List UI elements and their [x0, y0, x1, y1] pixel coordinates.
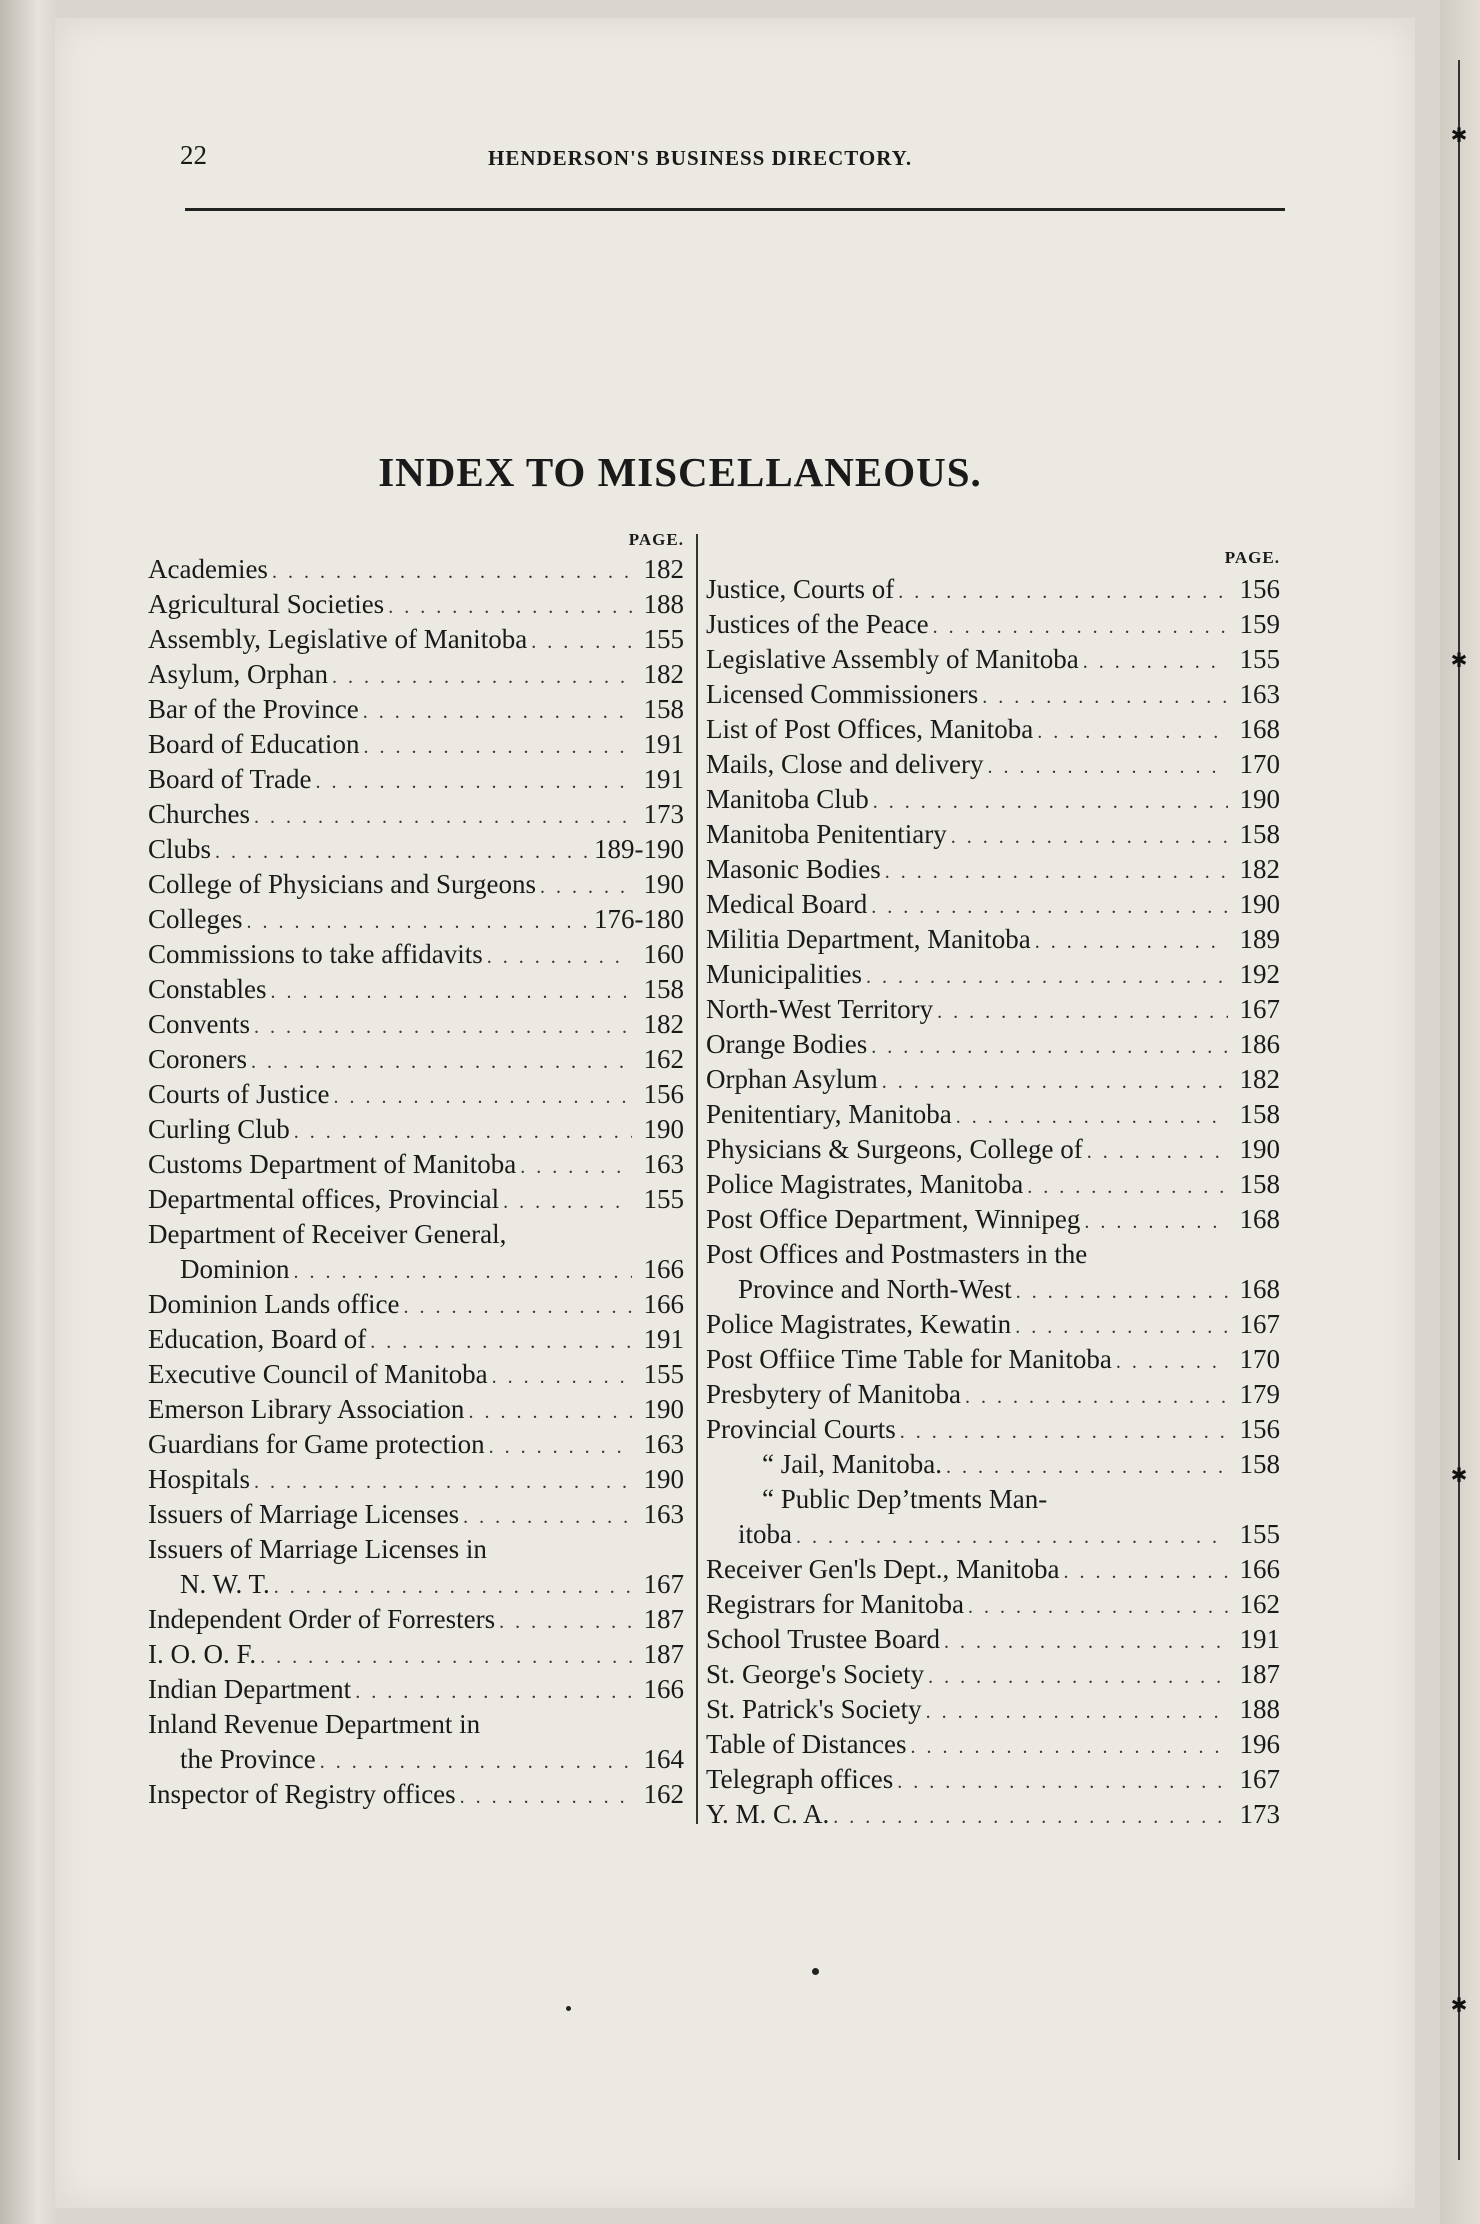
dot-leader — [274, 1570, 632, 1605]
thread-knot: ✱ — [1450, 125, 1468, 147]
index-entry-label: Justice, Courts of — [706, 574, 895, 604]
dot-leader — [885, 855, 1228, 890]
index-entry-page: 162 — [1239, 1589, 1280, 1619]
dot-leader — [272, 555, 632, 590]
index-entry — [706, 747, 1280, 782]
dot-leader — [951, 820, 1228, 855]
dot-leader — [1016, 1275, 1228, 1310]
dot-leader — [833, 1800, 1228, 1835]
page-number: 22 — [180, 140, 207, 170]
index-entry — [148, 1672, 684, 1707]
index-entry-page: 160 — [643, 939, 684, 969]
index-entry-page: 166 — [643, 1289, 684, 1319]
index-entry — [148, 832, 684, 867]
index-entry — [706, 1797, 1280, 1832]
dot-leader — [898, 575, 1228, 610]
header-rule — [185, 208, 1285, 211]
dot-leader — [254, 1010, 632, 1045]
dot-leader — [937, 995, 1228, 1030]
index-entry-page: 182 — [643, 554, 684, 584]
index-entry-page: 163 — [643, 1429, 684, 1459]
index-entry — [706, 1062, 1280, 1097]
index-entry-label: Dominion Lands office — [148, 1289, 400, 1319]
index-entry — [148, 1042, 684, 1077]
thread-knot: ✱ — [1450, 1465, 1468, 1487]
index-entry — [706, 1622, 1280, 1657]
index-entry-label: Registrars for Manitoba — [706, 1589, 964, 1619]
index-entry-page: 162 — [643, 1044, 684, 1074]
index-entry-label: Masonic Bodies — [706, 854, 881, 884]
index-entry-label: Convents — [148, 1009, 251, 1039]
index-entry-page: 189 — [1239, 924, 1280, 954]
index-entry-page: 173 — [1239, 1799, 1280, 1829]
index-entry — [706, 1587, 1280, 1622]
index-entry-page: 168 — [1239, 714, 1280, 744]
dot-leader — [499, 1605, 632, 1640]
index-entry — [706, 852, 1280, 887]
index-entry — [148, 727, 684, 762]
index-entry — [148, 587, 684, 622]
index-entry-label: Clubs — [148, 834, 212, 864]
index-entry — [706, 1692, 1280, 1727]
index-entry-label: Police Magistrates, Kewatin — [706, 1309, 1012, 1339]
index-entry-label: Guardians for Game protection — [148, 1429, 485, 1459]
index-entry-label: Indian Department — [148, 1674, 352, 1704]
index-entry-label: Education, Board of — [148, 1324, 367, 1354]
dot-leader — [933, 610, 1228, 645]
index-entry — [148, 552, 684, 587]
index-entry-label: N. W. T. — [180, 1569, 270, 1599]
index-entry-page: 182 — [643, 659, 684, 689]
index-entry-label: Academies — [148, 554, 268, 584]
index-entry-label: Agricultural Societies — [148, 589, 385, 619]
index-entry — [148, 797, 684, 832]
index-entry-page: 156 — [1239, 574, 1280, 604]
index-entry — [148, 1357, 684, 1392]
dot-leader — [956, 1100, 1228, 1135]
dot-leader — [1084, 1205, 1228, 1240]
dot-leader — [492, 1360, 632, 1395]
index-entry-page: 186 — [1239, 1029, 1280, 1059]
index-entry-label: Churches — [148, 799, 250, 829]
index-list-right — [706, 572, 1280, 1832]
thread-knot: ✱ — [1450, 650, 1468, 672]
dot-leader — [882, 1065, 1228, 1100]
dot-leader — [1083, 645, 1228, 680]
index-entry-page: 179 — [1239, 1379, 1280, 1409]
index-entry-page: 176-180 — [594, 904, 684, 934]
thread-knot: ✱ — [1450, 1995, 1468, 2017]
index-entry-label: Justices of the Peace — [706, 609, 929, 639]
index-entry-label: “ Public Dep’tments Man- — [762, 1484, 1048, 1514]
index-entry — [706, 1097, 1280, 1132]
index-entry-page: 158 — [1239, 819, 1280, 849]
index-entry-page: 155 — [643, 1184, 684, 1214]
binding-thread — [1458, 60, 1460, 2160]
index-entry-page: 168 — [1239, 1204, 1280, 1234]
index-entry-page: 158 — [1239, 1449, 1280, 1479]
dot-leader — [260, 1640, 632, 1675]
index-entry-label: Issuers of Marriage Licenses — [148, 1499, 460, 1529]
dot-leader — [796, 1520, 1228, 1555]
index-entry-page: 188 — [643, 589, 684, 619]
index-entry-page: 162 — [643, 1779, 684, 1809]
index-entry-label: College of Physicians and Surgeons — [148, 869, 536, 899]
index-entry-label: Executive Council of Manitoba — [148, 1359, 488, 1389]
index-entry — [706, 1202, 1280, 1237]
dot-leader — [1037, 715, 1228, 750]
dot-leader — [316, 765, 633, 800]
dot-leader — [363, 695, 632, 730]
index-entry-label: Colleges — [148, 904, 243, 934]
index-entry — [706, 1027, 1280, 1062]
index-entry-label: Bar of the Province — [148, 694, 359, 724]
index-entry — [148, 1777, 684, 1812]
index-entry-page: 191 — [643, 729, 684, 759]
index-entry-label: Post Office Department, Winnipeg — [706, 1204, 1081, 1234]
index-entry — [706, 1307, 1280, 1342]
index-entry — [148, 622, 684, 657]
index-entry-page: 166 — [643, 1674, 684, 1704]
index-entry-page: 190 — [1239, 889, 1280, 919]
index-entry — [148, 1182, 684, 1217]
dot-leader — [388, 590, 632, 625]
index-entry-page: 163 — [643, 1499, 684, 1529]
index-entry-page: 190 — [643, 869, 684, 899]
index-entry — [148, 1287, 684, 1322]
index-entry — [706, 677, 1280, 712]
index-entry — [706, 887, 1280, 922]
dot-leader — [873, 785, 1228, 820]
index-entry-label: Department of Receiver General, — [148, 1219, 507, 1249]
index-entry — [148, 1742, 684, 1777]
index-entry-label: Emerson Library Association — [148, 1394, 465, 1424]
index-entry — [706, 572, 1280, 607]
index-entry — [148, 972, 684, 1007]
page-title: INDEX TO MISCELLANEOUS. — [378, 449, 982, 495]
index-entry-label: St. George's Society — [706, 1659, 925, 1689]
page-header — [180, 140, 1280, 180]
index-entry-label: Inspector of Registry offices — [148, 1779, 456, 1809]
dot-leader — [1035, 925, 1228, 960]
index-entry-page: 167 — [1239, 994, 1280, 1024]
index-entry-label: the Province — [180, 1744, 316, 1774]
index-entry-page: 190 — [643, 1464, 684, 1494]
running-title: HENDERSON'S BUSINESS DIRECTORY. — [488, 146, 913, 170]
index-entry-label: Manitoba Club — [706, 784, 869, 814]
dot-leader — [531, 625, 632, 660]
index-entry-label: North-West Territory — [706, 994, 934, 1024]
dot-leader — [363, 730, 632, 765]
index-entry-label: Receiver Gen'ls Dept., Manitoba — [706, 1554, 1060, 1584]
dot-leader — [403, 1290, 632, 1325]
dot-leader — [1064, 1555, 1228, 1590]
index-entry-label: Independent Order of Forresters — [148, 1604, 496, 1634]
index-entry — [706, 957, 1280, 992]
index-entry-label: Militia Department, Manitoba — [706, 924, 1031, 954]
dot-leader — [540, 870, 632, 905]
index-entry — [706, 1237, 1280, 1272]
index-entry — [148, 1252, 684, 1287]
index-entry-label: Customs Department of Manitoba — [148, 1149, 517, 1179]
index-entry — [706, 1167, 1280, 1202]
index-entry-label: School Trustee Board — [706, 1624, 941, 1654]
dot-leader — [982, 680, 1228, 715]
index-entry-page: 191 — [643, 1324, 684, 1354]
index-list-left — [148, 552, 684, 1812]
index-entry-page: 167 — [1239, 1309, 1280, 1339]
index-entry — [706, 1762, 1280, 1797]
index-entry-label: Penitentiary, Manitoba — [706, 1099, 952, 1129]
index-entry — [706, 1517, 1280, 1552]
index-entry-page: 155 — [1239, 644, 1280, 674]
index-entry-page: 187 — [643, 1639, 684, 1669]
index-entry-label: Assembly, Legislative of Manitoba — [148, 624, 528, 654]
index-entry-page: 158 — [1239, 1099, 1280, 1129]
index-entry — [706, 712, 1280, 747]
dot-leader — [897, 1765, 1228, 1800]
index-entry-page: 187 — [643, 1604, 684, 1634]
dot-leader — [355, 1675, 632, 1710]
index-entry-page: 155 — [643, 624, 684, 654]
dot-leader — [968, 1590, 1228, 1625]
index-entry — [706, 992, 1280, 1027]
index-entry-page: 190 — [643, 1394, 684, 1424]
index-entry-page: 188 — [1239, 1694, 1280, 1724]
index-entry-label: Legislative Assembly of Manitoba — [706, 644, 1079, 674]
dot-leader — [271, 975, 633, 1010]
dot-leader — [254, 1465, 632, 1500]
index-entry-label: Physicians & Surgeons, College of — [706, 1134, 1083, 1164]
index-entry-page: 187 — [1239, 1659, 1280, 1689]
index-entry — [706, 1727, 1280, 1762]
index-entry-page: 173 — [643, 799, 684, 829]
index-entry-label: Province and North-West — [738, 1274, 1012, 1304]
dot-leader — [520, 1150, 632, 1185]
index-entry-page: 166 — [643, 1254, 684, 1284]
index-entry-label: Manitoba Penitentiary — [706, 819, 947, 849]
dot-leader — [334, 1080, 633, 1115]
dot-leader — [460, 1780, 632, 1815]
dot-leader — [866, 960, 1228, 995]
index-entry-page: 182 — [643, 1009, 684, 1039]
index-entry-page: 191 — [643, 764, 684, 794]
index-entry — [706, 817, 1280, 852]
index-entry-label: Post Offiice Time Table for Manitoba — [706, 1344, 1112, 1374]
index-entry — [148, 1462, 684, 1497]
index-entry-page: 190 — [643, 1114, 684, 1144]
index-entry — [148, 1322, 684, 1357]
index-entry — [706, 1447, 1280, 1482]
index-entry-page: 189-190 — [594, 834, 684, 864]
index-entry-label: Provincial Courts — [706, 1414, 896, 1444]
index-entry — [148, 1112, 684, 1147]
index-entry — [148, 867, 684, 902]
page-column-heading: PAGE. — [1224, 548, 1280, 567]
index-entry-label: Orange Bodies — [706, 1029, 868, 1059]
index-entry-page: 170 — [1239, 749, 1280, 779]
dot-leader — [254, 800, 632, 835]
index-entry — [706, 922, 1280, 957]
index-entry-label: Curling Club — [148, 1114, 290, 1144]
index-entry-page: 155 — [1239, 1519, 1280, 1549]
index-entry-label: “ Jail, Manitoba. — [762, 1449, 942, 1479]
index-entry — [148, 902, 684, 937]
dot-leader — [370, 1325, 632, 1360]
dot-leader — [489, 1430, 632, 1465]
index-entry-label: Inland Revenue Department in — [148, 1709, 481, 1739]
index-entry-label: Commissions to take affidavits — [148, 939, 483, 969]
dot-leader — [871, 890, 1228, 925]
dot-leader — [294, 1115, 632, 1150]
dot-leader — [911, 1730, 1228, 1765]
dot-leader — [320, 1745, 632, 1780]
index-entry — [148, 1707, 684, 1742]
dot-leader — [871, 1030, 1228, 1065]
index-entry — [706, 782, 1280, 817]
index-entry-page: 158 — [1239, 1169, 1280, 1199]
index-entry-page: 168 — [1239, 1274, 1280, 1304]
index-entry-page: 170 — [1239, 1344, 1280, 1374]
index-entry-label: Telegraph offices — [706, 1764, 894, 1794]
dot-leader — [468, 1395, 632, 1430]
dot-leader — [503, 1185, 632, 1220]
index-entry — [148, 1007, 684, 1042]
page-column-heading: PAGE. — [628, 530, 684, 549]
dot-leader — [928, 1660, 1228, 1695]
index-entry-label: Mails, Close and delivery — [706, 749, 984, 779]
index-entry — [148, 1077, 684, 1112]
index-entry — [148, 1637, 684, 1672]
index-entry — [706, 607, 1280, 642]
dot-leader — [294, 1255, 632, 1290]
dot-leader — [1087, 1135, 1228, 1170]
index-entry — [148, 762, 684, 797]
index-entry-page: 159 — [1239, 609, 1280, 639]
index-entry-page: 182 — [1239, 854, 1280, 884]
index-entry-page: 190 — [1239, 1134, 1280, 1164]
index-entry-page: 156 — [1239, 1414, 1280, 1444]
index-entry-label: I. O. O. F. — [148, 1639, 257, 1669]
index-entry-label: Issuers of Marriage Licenses in — [148, 1534, 487, 1564]
index-entry-page: 196 — [1239, 1729, 1280, 1759]
dot-leader — [965, 1380, 1228, 1415]
dot-leader — [900, 1415, 1228, 1450]
index-entry-label: Licensed Commissioners — [706, 679, 979, 709]
index-entry — [706, 1342, 1280, 1377]
index-entry-page: 192 — [1239, 959, 1280, 989]
index-entry-page: 191 — [1239, 1624, 1280, 1654]
scan-edge — [0, 0, 55, 2224]
index-entry — [148, 937, 684, 972]
index-entry-label: itoba — [738, 1519, 792, 1549]
index-entry-label: Presbytery of Manitoba — [706, 1379, 961, 1409]
index-entry-label: Orphan Asylum — [706, 1064, 878, 1094]
index-entry — [148, 1392, 684, 1427]
index-entry — [706, 1657, 1280, 1692]
dot-leader — [247, 905, 591, 940]
dot-leader — [987, 750, 1228, 785]
index-entry — [706, 642, 1280, 677]
dot-leader — [463, 1500, 632, 1535]
index-entry — [148, 1602, 684, 1637]
index-entry-label: Constables — [148, 974, 267, 1004]
dot-leader — [944, 1625, 1228, 1660]
index-entry-label: Table of Distances — [706, 1729, 907, 1759]
index-entry-page: 182 — [1239, 1064, 1280, 1094]
index-entry — [148, 657, 684, 692]
index-entry-label: Courts of Justice — [148, 1079, 330, 1109]
index-entry-label: Y. M. C. A. — [706, 1799, 830, 1829]
index-entry-page: 158 — [643, 974, 684, 1004]
index-entry-label: Post Offices and Postmasters in the — [706, 1239, 1088, 1269]
index-entry-label: Medical Board — [706, 889, 868, 919]
index-entry-label: Municipalities — [706, 959, 862, 989]
binding-edge — [1440, 0, 1480, 2224]
index-entry — [148, 1567, 684, 1602]
index-entry-page: 190 — [1239, 784, 1280, 814]
dot-leader — [1027, 1170, 1228, 1205]
index-entry-label: Hospitals — [148, 1464, 251, 1494]
index-entry — [148, 1217, 684, 1252]
index-entry-page: 163 — [643, 1149, 684, 1179]
index-entry-label: Departmental offices, Provincial — [148, 1184, 500, 1214]
index-entry — [706, 1552, 1280, 1587]
index-entry — [148, 1532, 684, 1567]
dot-leader — [1015, 1310, 1228, 1345]
index-entry-label: Board of Trade — [148, 764, 312, 794]
index-entry-label: Asylum, Orphan — [148, 659, 328, 689]
index-entry-label: Coroners — [148, 1044, 247, 1074]
dot-leader — [487, 940, 632, 975]
index-entry — [706, 1482, 1280, 1517]
index-entry-page: 167 — [1239, 1764, 1280, 1794]
dot-leader — [251, 1045, 632, 1080]
ink-speck — [812, 1968, 819, 1975]
index-entry — [148, 1427, 684, 1462]
index-entry — [148, 692, 684, 727]
dot-leader — [332, 660, 632, 695]
index-entry — [706, 1272, 1280, 1307]
index-entry-page: 155 — [643, 1359, 684, 1389]
dot-leader — [1116, 1345, 1228, 1380]
index-entry-page: 166 — [1239, 1554, 1280, 1584]
index-entry-label: St. Patrick's Society — [706, 1694, 922, 1724]
dot-leader — [926, 1695, 1228, 1730]
index-entry-page: 164 — [643, 1744, 684, 1774]
index-entry-label: Board of Education — [148, 729, 360, 759]
index-entry-page: 156 — [643, 1079, 684, 1109]
column-divider — [696, 534, 698, 1824]
index-entry-label: List of Post Offices, Manitoba — [706, 714, 1034, 744]
index-entry — [706, 1377, 1280, 1412]
index-entry — [706, 1412, 1280, 1447]
dot-leader — [946, 1450, 1228, 1485]
index-entry-label: Dominion — [180, 1254, 290, 1284]
index-entry-page: 167 — [643, 1569, 684, 1599]
index-entry — [706, 1132, 1280, 1167]
index-entry-page: 158 — [643, 694, 684, 724]
index-entry-label: Police Magistrates, Manitoba — [706, 1169, 1024, 1199]
index-entry — [148, 1497, 684, 1532]
index-entry-page: 163 — [1239, 679, 1280, 709]
index-entry — [148, 1147, 684, 1182]
ink-speck — [566, 2006, 571, 2011]
dot-leader — [215, 835, 590, 870]
